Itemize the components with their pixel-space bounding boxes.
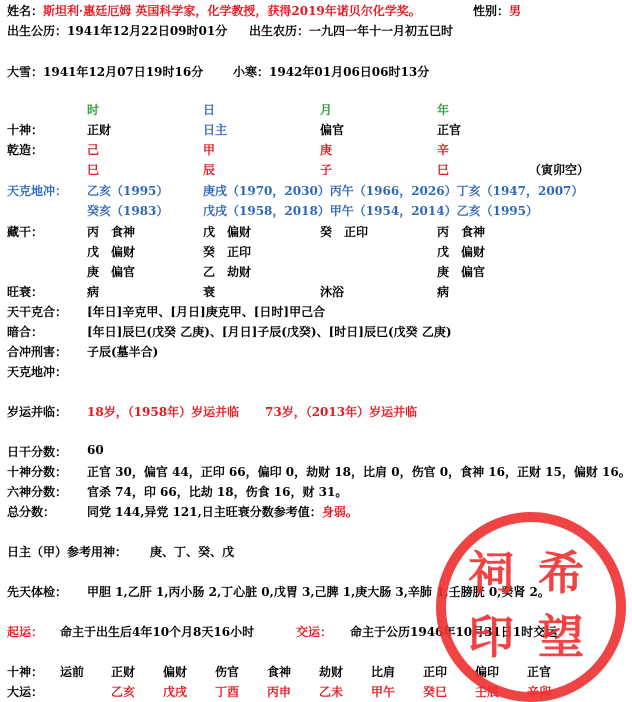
shishen-month: 偏官 <box>320 123 345 137</box>
dayun-value: 壬辰 <box>475 685 500 699</box>
tkdc-row2-a: 癸亥（1983） <box>87 204 169 218</box>
total-label: 总分数： <box>7 505 56 519</box>
canggan-cell: 癸 正印 <box>320 225 369 239</box>
total-line <box>87 503 358 520</box>
seal-char: 祠 <box>468 546 514 600</box>
name-value: 斯坦利·惠廷厄姆 英国科学家，化学教授，获得2019年诺贝尔化学奖。 <box>43 4 421 18</box>
score-label: 六神分数： <box>7 485 68 499</box>
name-label: 姓名： <box>7 4 44 18</box>
jiaoyun-value: 命主于公历1946年10月31日1时交运 <box>350 625 558 639</box>
canggan-cell: 庚 偏官 <box>87 265 136 279</box>
stem-month: 庚 <box>320 143 333 157</box>
tijian-label: 先天体检： <box>7 585 68 599</box>
dayun-value: 癸巳 <box>423 685 448 699</box>
canggan-cell: 丙 食神 <box>87 225 136 239</box>
wangshuai-day: 衰 <box>203 285 216 299</box>
seal-char: 印 <box>468 610 514 664</box>
dayun-shishen: 正财 <box>111 665 136 679</box>
suiyun-item: 73岁，（2013年）岁运并临 <box>265 405 418 419</box>
gender-label: 性别： <box>473 4 510 18</box>
dayun-shishen: 偏印 <box>475 665 500 679</box>
shishen-hour: 正财 <box>87 123 112 137</box>
dayun-shishen: 比肩 <box>371 665 396 679</box>
lunar-label: 出生农历： <box>249 24 310 38</box>
pillar-header-month: 月 <box>320 103 333 117</box>
dayun-value: 乙亥 <box>111 685 136 699</box>
name-line <box>7 2 421 20</box>
gender <box>473 2 521 20</box>
lunar-value: 一九四一年十一月初五巳时 <box>309 24 454 38</box>
wangshuai-hour: 病 <box>87 285 100 299</box>
pillar-header-hour: 时 <box>87 103 100 117</box>
relation-label: 天克地冲： <box>7 365 68 379</box>
jiaoyun-label: 交运： <box>296 625 333 639</box>
dayun-value: 丙申 <box>267 685 292 699</box>
shishen-year: 正官 <box>437 123 462 137</box>
stem-day: 甲 <box>203 143 216 157</box>
dayun-value: 甲午 <box>371 685 396 699</box>
stem-hour: 己 <box>87 143 100 157</box>
dayun-value: 戊戌 <box>163 685 188 699</box>
solar-value: 1941年12月22日09时01分 <box>67 24 228 38</box>
relation-label: 天干克合： <box>7 305 68 319</box>
seal-stamp <box>436 512 626 702</box>
canggan-cell: 癸 正印 <box>203 245 252 259</box>
tkdc-row1-b: 庚戌（1970，2030）丙午（1966，2026）丁亥（1947，2007） <box>203 184 584 198</box>
branch-hour: 巳 <box>87 163 100 177</box>
relation-label: 合冲刑害： <box>7 345 68 359</box>
qiyun-value: 命主于出生后4年10个月8天16小时 <box>60 625 255 639</box>
canggan-cell: 戊 偏财 <box>437 245 486 259</box>
seal-char: 希 <box>538 546 584 600</box>
branch-day: 辰 <box>203 163 216 177</box>
shishen-label: 十神： <box>7 123 44 137</box>
xiaohan-term: 小寒：1942年01月06日06时13分 <box>233 65 430 79</box>
score-value: 60 <box>87 443 104 457</box>
branch-year: 巳 <box>437 163 450 177</box>
total-verdict: 身弱。 <box>321 505 358 519</box>
wangshuai-month: 沐浴 <box>320 285 345 299</box>
qianzao-label: 乾造： <box>7 143 44 157</box>
tijian-value: 甲胆 1,乙肝 1,丙小肠 2,丁心脏 0,戊胃 3,己脾 1,庚大肠 3,辛肺 1,壬膀胱 0,癸肾 2。 <box>87 585 550 599</box>
dayun-shishen: 正印 <box>423 665 448 679</box>
dayun-shishen-label: 十神： <box>7 665 44 679</box>
qiyun-label: 起运： <box>7 625 44 639</box>
canggan-cell: 庚 偏官 <box>437 265 486 279</box>
gender-value: 男 <box>509 4 522 18</box>
suiyun-item: 18岁，（1958年）岁运并临 <box>87 405 240 419</box>
yongshen-value: 庚、丁、癸、戊 <box>150 545 235 559</box>
lunar-birth <box>249 22 453 40</box>
relation-value: [年日]辰巳(戊癸 乙庚)、[月日]子辰(戊癸)、[时日]辰巳(戊癸 乙庚) <box>87 325 452 339</box>
relation-label: 暗合： <box>7 325 44 339</box>
score-value: 官杀 74，印 66，比劫 18，伤食 16，财 31。 <box>87 485 348 499</box>
suiyun-label: 岁运并临： <box>7 405 68 419</box>
stem-year: 辛 <box>437 143 450 157</box>
canggan-label: 藏干： <box>7 225 44 239</box>
daxue-term: 大雪：1941年12月07日19时16分 <box>7 65 204 79</box>
yongshen-label: 日主（甲）参考用神： <box>7 545 128 559</box>
dayun-value: 丁酉 <box>215 685 240 699</box>
branch-month: 子 <box>320 163 333 177</box>
canggan-cell: 戊 偏财 <box>203 225 252 239</box>
seal-char: 望 <box>538 610 584 664</box>
solar-label: 出生公历： <box>7 24 68 38</box>
total-value: 同党 144,异党 121,日主旺衰分数参考值： <box>87 505 322 519</box>
shishen-day: 日主 <box>203 123 228 137</box>
relation-value: [年日]辛克甲、[月日]庚克甲、[日时]甲己合 <box>87 305 326 319</box>
dayun-shishen: 正官 <box>527 665 552 679</box>
dayun-shishen: 偏财 <box>163 665 188 679</box>
canggan-cell: 乙 劫财 <box>203 265 252 279</box>
pillar-header-year: 年 <box>437 103 450 117</box>
pillar-header-day: 日 <box>203 103 216 117</box>
wangshuai-year: 病 <box>437 285 450 299</box>
score-value: 正官 30，偏官 44，正印 66，偏印 0，劫财 18，比肩 0，伤官 0，食神 16，正财 15，偏财 16。 <box>87 465 631 479</box>
relation-value: 子辰(墓半合) <box>87 345 159 359</box>
score-label: 十神分数： <box>7 465 68 479</box>
canggan-cell: 戊 偏财 <box>87 245 136 259</box>
dayun-shishen: 食神 <box>267 665 292 679</box>
dayun-value: 辛卯 <box>527 685 552 699</box>
tkdc-row1-a: 乙亥（1995） <box>87 184 169 198</box>
tkdc-row2-b: 戊戌（1958，2018）甲午（1954，2014）乙亥（1995） <box>203 204 538 218</box>
dayun-shishen: 运前 <box>60 665 85 679</box>
score-label: 日干分数： <box>7 445 68 459</box>
tkdc-label: 天克地冲： <box>7 184 68 198</box>
dayun-label: 大运： <box>7 685 44 699</box>
solar-birth <box>7 22 227 40</box>
dayun-shishen: 劫财 <box>319 665 344 679</box>
dayun-value: 乙未 <box>319 685 344 699</box>
wangshuai-label: 旺衰： <box>7 285 44 299</box>
canggan-cell: 丙 食神 <box>437 225 486 239</box>
dayun-shishen: 伤官 <box>215 665 240 679</box>
kongwang: （寅卯空） <box>529 163 590 177</box>
